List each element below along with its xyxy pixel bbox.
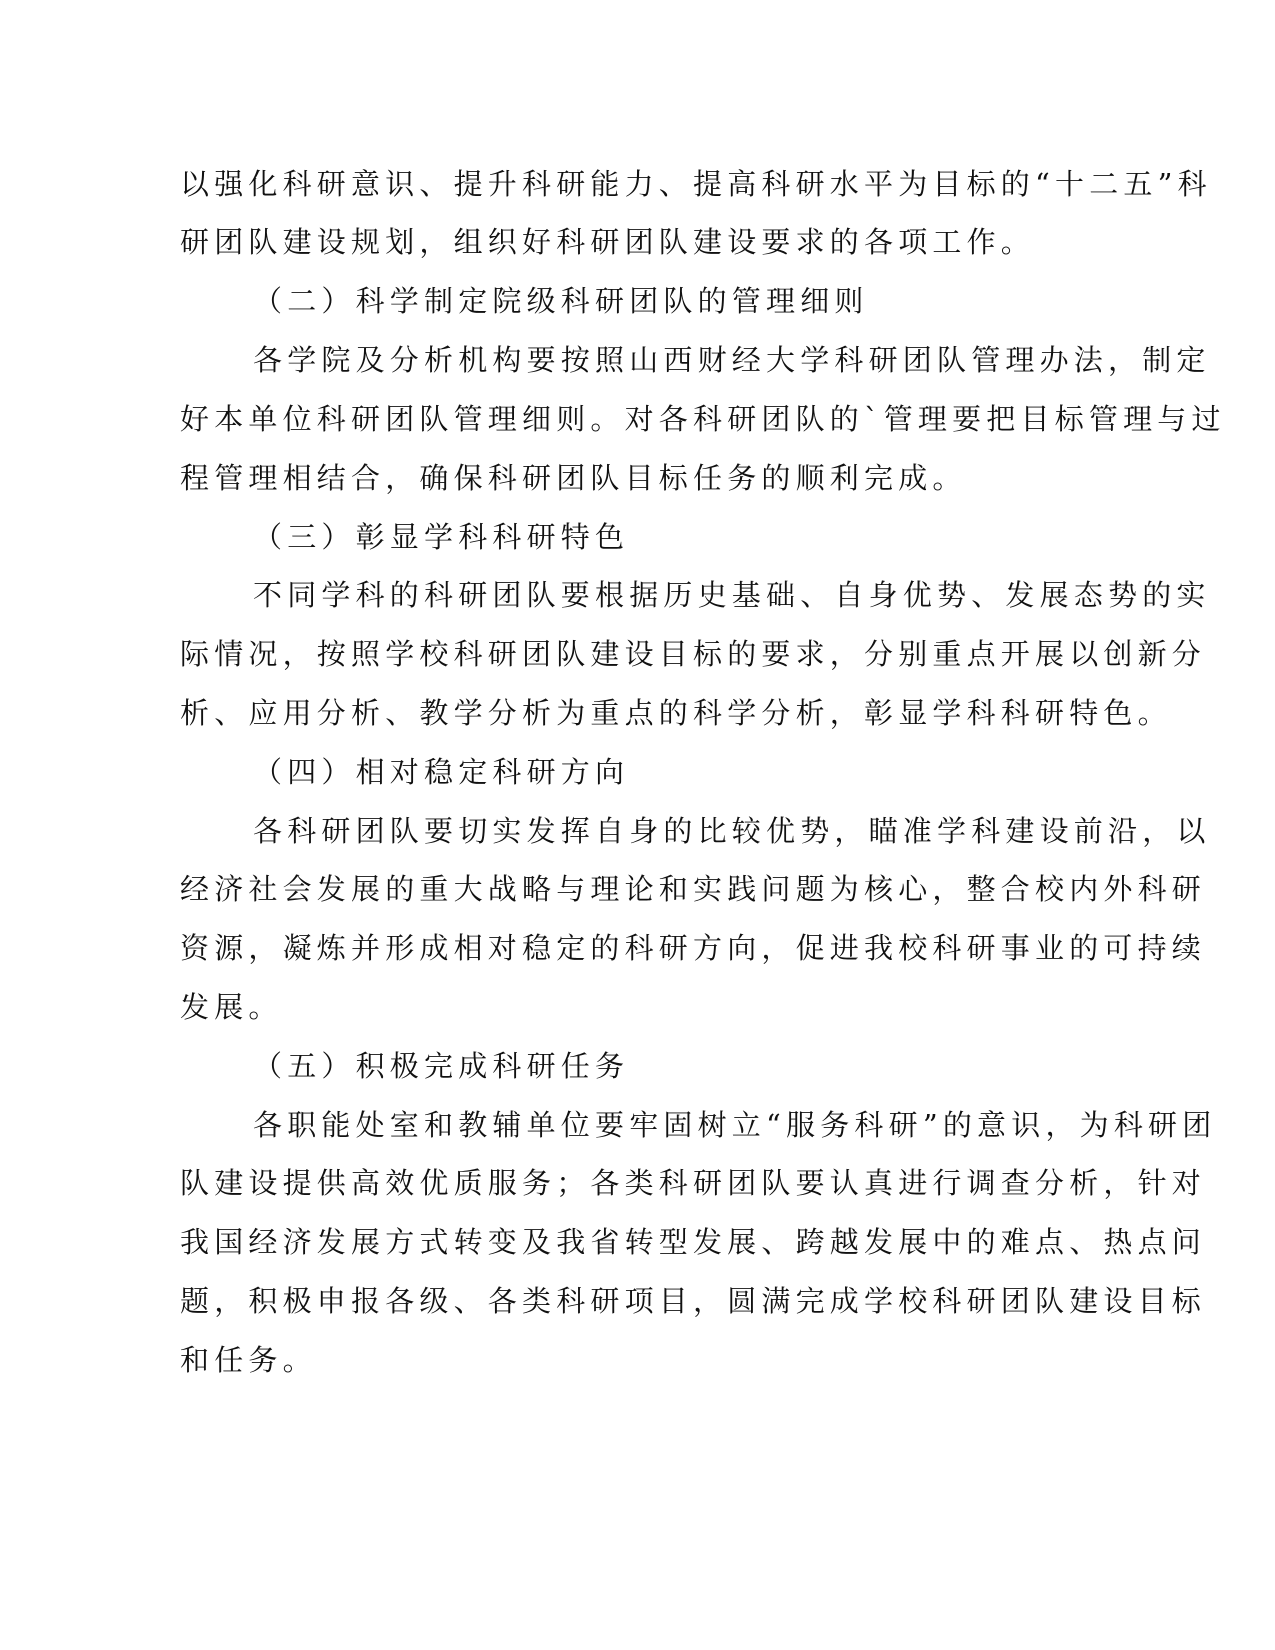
paragraph-line: 好本单位科研团队管理细则。对各科研团队的`管理要把目标管理与过: [180, 402, 1226, 436]
paragraph-line: 经济社会发展的重大战略与理论和实践问题为核心，整合校内外科研: [180, 872, 1207, 906]
paragraph-line: 队建设提供高效优质服务；各类科研团队要认真进行调查分析，针对: [180, 1166, 1207, 1200]
paragraph-line: 各学院及分析机构要按照山西财经大学科研团队管理办法，制定: [253, 343, 1211, 377]
section-heading-2: （二）科学制定院级科研团队的管理细则: [253, 284, 869, 318]
paragraph-line: 发展。: [180, 990, 283, 1024]
paragraph-line: 各科研团队要切实发挥自身的比较优势，瞄准学科建设前沿，以: [253, 814, 1211, 848]
paragraph-line: 以强化科研意识、提升科研能力、提高科研水平为目标的“十二五”科: [180, 167, 1212, 201]
paragraph-line: 和任务。: [180, 1343, 317, 1377]
section-heading-3: （三）彰显学科科研特色: [253, 520, 630, 554]
paragraph-line: 我国经济发展方式转变及我省转型发展、跨越发展中的难点、热点问: [180, 1225, 1207, 1259]
paragraph-line: 题，积极申报各级、各类科研项目，圆满完成学校科研团队建设目标: [180, 1284, 1207, 1318]
paragraph-line: 研团队建设规划，组织好科研团队建设要求的各项工作。: [180, 225, 1036, 259]
paragraph-line: 析、应用分析、教学分析为重点的科学分析，彰显学科科研特色。: [180, 696, 1172, 730]
section-heading-4: （四）相对稳定科研方向: [253, 755, 630, 789]
paragraph-line: 各职能处室和教辅单位要牢固树立“服务科研”的意识，为科研团: [253, 1108, 1217, 1142]
section-heading-5: （五）积极完成科研任务: [253, 1049, 630, 1083]
paragraph-line: 不同学科的科研团队要根据历史基础、自身优势、发展态势的实: [253, 578, 1211, 612]
paragraph-line: 程管理相结合，确保科研团队目标任务的顺利完成。: [180, 461, 967, 495]
paragraph-line: 际情况，按照学校科研团队建设目标的要求，分别重点开展以创新分: [180, 637, 1207, 671]
paragraph-line: 资源，凝炼并形成相对稳定的科研方向，促进我校科研事业的可持续: [180, 931, 1207, 965]
